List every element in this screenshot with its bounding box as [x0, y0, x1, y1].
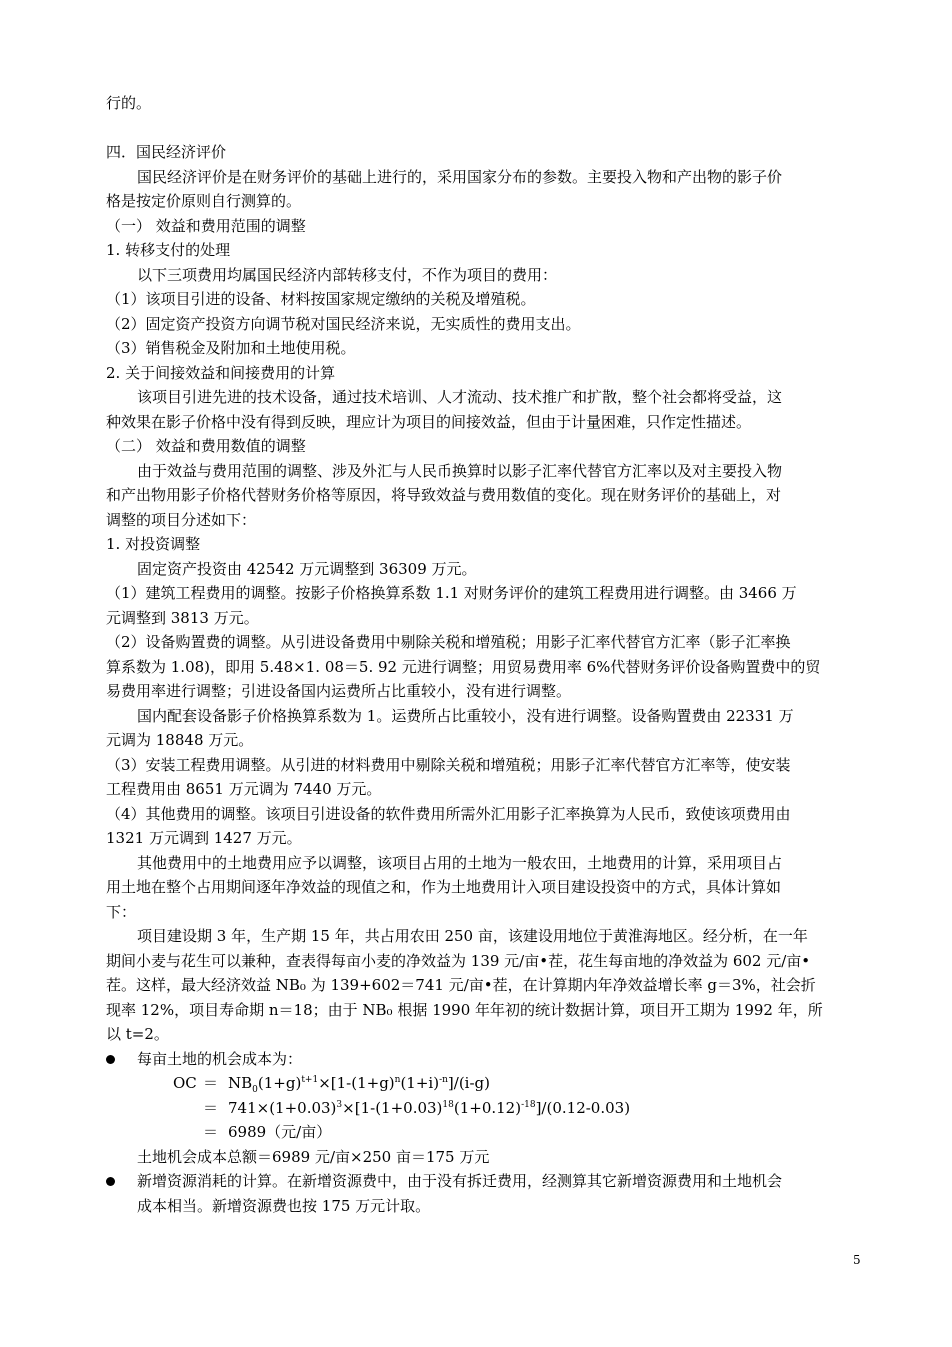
text-line: （2）固定资产投资方向调节税对国民经济来说，无实质性的费用支出。	[106, 314, 581, 333]
blank-line	[106, 116, 862, 141]
bullet-label: 每亩土地的机会成本为：	[137, 1049, 303, 1068]
text-line: 国内配套设备影子价格换算系数为 1。运费所占比重较小，没有进行调整。设备购置费由 22331 万	[137, 706, 794, 725]
text-line: （3）安装工程费用调整。从引进的材料费用中剔除关税和增殖税；用影子汇率代替官方汇率等，使安装	[106, 755, 791, 774]
text-line: 1. 对投资调整	[106, 535, 201, 553]
text-line: 元调整到 3813 万元。	[106, 608, 259, 627]
text-line: 格是按定价原则自行测算的。	[106, 192, 302, 210]
text-line: 现率 12%，项目寿命期 n＝18；由于 NB₀ 根据 1990 年年初的统计数据计算，项目开工期为 1992 年，所	[106, 1000, 823, 1019]
text-line: 算系数为 1.08)，即用 5.48×1. 08＝5. 92 元进行调整；用贸易费用率 6%代替财务评价设备购置费中的贸	[106, 657, 821, 676]
text-lines	[106, 91, 862, 1047]
formula-line-1: OC ＝ $NB_0(1+g)^{t+1}\times[1-(1+g)^n(1+i)^{-n}]/(i-g)$	[106, 1071, 862, 1096]
text-line: 四．国民经济评价	[106, 143, 227, 161]
bullet-dot-icon	[106, 1177, 115, 1186]
text-line: 1321 万元调到 1427 万元。	[106, 829, 302, 847]
text-line: （3）销售税金及附加和土地使用税。	[106, 339, 356, 357]
text-line: （2）设备购置费的调整。从引进设备费用中剔除关税和增殖税；用影子汇率代替官方汇率（影子汇率换	[106, 633, 791, 651]
text-line: 和产出物用影子价格代替财务价格等原因，将导致效益与费用数值的变化。现在财务评价的基础上，对	[106, 486, 782, 504]
text-line: 2. 关于间接效益和间接费用的计算	[106, 363, 336, 382]
formula-result: 6989（元/亩）	[228, 1123, 332, 1141]
formula-line-2: ＝ $741\times(1+0.03)^3\times[1-(1+0.03)^{18}(1+0.12)^{-18}]/(0.12-0.03)$	[203, 1098, 631, 1117]
bullet-item-opportunity-cost	[106, 1047, 862, 1072]
text-line: 项目建设期 3 年，生产期 15 年，共占用农田 250 亩，该建设用地位于黄淮海地区。经分析，在一年	[137, 927, 808, 945]
text-line: （二） 效益和费用数值的调整	[106, 437, 306, 455]
text-line: （1）该项目引进的设备、材料按国家规定缴纳的关税及增殖税。	[106, 290, 536, 308]
text-line: 下：	[106, 902, 137, 921]
formula-equals: ＝	[203, 1074, 219, 1092]
text-line: 元调为 18848 万元。	[106, 731, 254, 749]
text-line: 其他费用中的土地费用应予以调整，该项目占用的土地为一般农田，土地费用的计算，采用项目占	[137, 853, 783, 872]
text-line: 易费用率进行调整；引进设备国内运费所占比重较小，没有进行调整。	[106, 682, 572, 700]
text-line: 以下三项费用均属国民经济内部转移支付，不作为项目的费用：	[137, 265, 558, 284]
text-line: 固定资产投资由 42542 万元调整到 36309 万元。	[137, 559, 477, 578]
text-line: 该项目引进先进的技术设备，通过技术培训、人才流动、技术推广和扩散，整个社会都将受益，这	[137, 388, 783, 406]
formula-lhs: OC	[173, 1074, 197, 1092]
bullet-item-new-resources: 新增资源消耗的计算。在新增资源费中，由于没有拆迁费用，经测算其它新增资源费用和土地机会	[106, 1169, 862, 1194]
text-line: 茬。这样，最大经济效益 NB₀ 为 139+602＝741 元/亩•茬，在计算期内年净效益增长率 g＝3%，社会折	[106, 976, 816, 994]
text-line: 种效果在影子价格中没有得到反映，理应计为项目的间接效益，但由于计量困难，只作定性描述。	[106, 412, 752, 431]
text-line: （4）其他费用的调整。该项目引进设备的软件费用所需外汇用影子汇率换算为人民币，致使该项费用由	[106, 804, 791, 823]
bullet-continuation: 成本相当。新增资源费也按 175 万元计取。	[137, 1196, 431, 1215]
bullet-dot-icon	[106, 1055, 115, 1064]
page-number: 5	[853, 1253, 861, 1267]
page-body	[106, 91, 862, 1218]
text-line: 国民经济评价是在财务评价的基础上进行的，采用国家分布的参数。主要投入物和产出物的影子价	[137, 167, 783, 186]
text-line: 用土地在整个占用期间逐年净效益的现值之和，作为土地费用计入项目建设投资中的方式，具体计算如	[106, 878, 782, 896]
text-line: 调整的项目分述如下：	[106, 510, 257, 529]
text-line: （一） 效益和费用范围的调整	[106, 216, 306, 235]
text-line: 由于效益与费用范围的调整、涉及外汇与人民币换算时以影子汇率代替官方汇率以及对主要投入物	[137, 461, 783, 480]
text-line: （1）建筑工程费用的调整。按影子价格换算系数 1.1 对财务评价的建筑工程费用进行调整。由 3466 万	[106, 584, 797, 602]
formula-line-3: ＝ 6989（元/亩）	[203, 1123, 332, 1141]
text-line: 期间小麦与花生可以兼种，查表得每亩小麦的净效益为 139 元/亩•茬，花生每亩地的净效益为 602 元/亩•	[106, 951, 811, 970]
text-line: 1. 转移支付的处理	[106, 241, 231, 259]
total-cost-line: 土地机会成本总额＝6989 元/亩×250 亩＝175 万元	[137, 1147, 490, 1166]
text-line: 行的。	[106, 94, 152, 112]
text-line: 工程费用由 8651 万元调为 7440 万元。	[106, 780, 382, 798]
text-line: 以 t=2。	[106, 1025, 169, 1043]
